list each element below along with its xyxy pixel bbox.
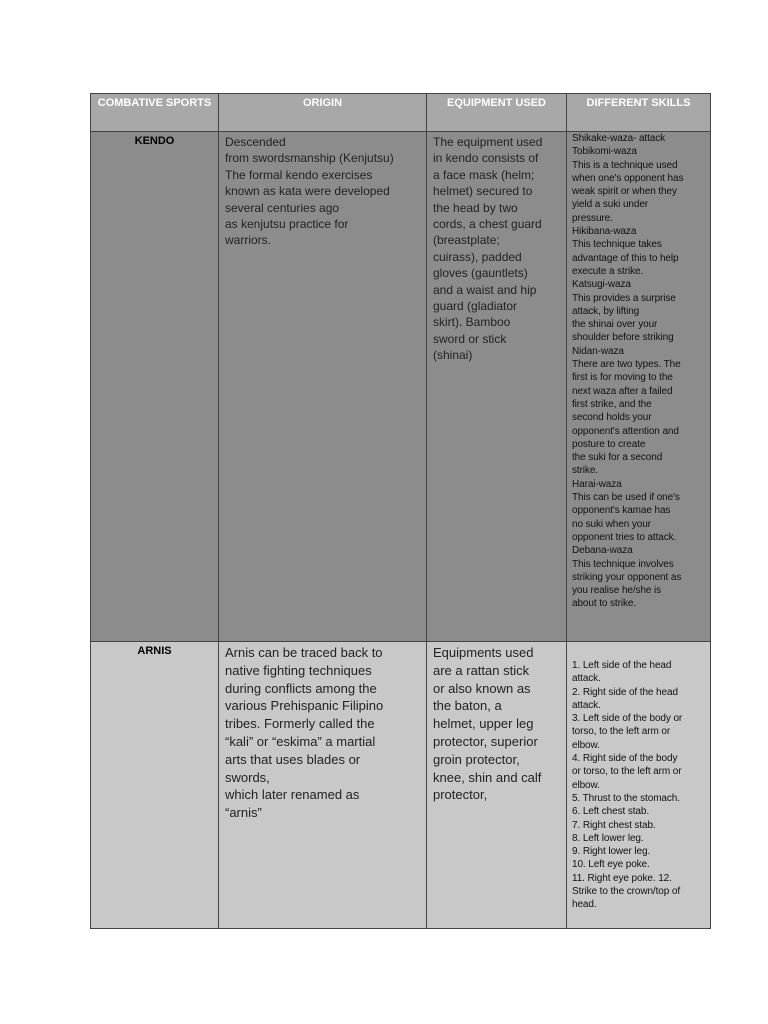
arnis-origin-cell — [219, 642, 427, 929]
arnis-equipment-cell — [427, 642, 567, 929]
skill-line: This technique involves — [572, 558, 674, 570]
skill-line: This technique takes — [572, 239, 662, 251]
skill-line: when one's opponent has — [572, 172, 684, 184]
skill-line: elbow. — [572, 739, 600, 751]
skill-line: weak spirit or when they — [572, 186, 677, 198]
skill-line: opponent's attention and — [572, 425, 679, 437]
skill-line: pressure. — [572, 212, 613, 224]
skill-line: 3. Left side of the body or — [572, 713, 683, 725]
skill-line: first is for moving to the — [572, 372, 673, 384]
skill-line: shoulder before striking — [572, 332, 674, 344]
header-origin: ORIGIN — [219, 94, 427, 132]
sport-name: ARNIS — [137, 645, 172, 657]
skill-line: head. — [572, 899, 597, 911]
kendo-skills-cell — [567, 132, 711, 642]
arnis-skills-cell — [567, 642, 711, 929]
skill-line: 11. Right eye poke. 12. — [572, 872, 672, 884]
header-combative-sports: COMBATIVE SPORTS — [91, 94, 219, 132]
skill-line: striking your opponent as — [572, 571, 682, 583]
skill-line: This provides a surprise — [572, 292, 676, 304]
skill-line: Shikake-waza- attack — [572, 133, 666, 144]
skill-line: posture to create — [572, 438, 646, 450]
equipment-text: Equipments used are a rattan stick or also known as the baton, a helmet, upper leg protector, superior groin protector, knee, shin and calf protector, — [433, 645, 542, 803]
skill-line: Katsugi-waza — [572, 279, 631, 291]
skills-list — [567, 132, 710, 611]
skill-line: 1. Left side of the head — [572, 660, 672, 671]
skill-line: 6. Left chest stab. — [572, 806, 650, 818]
skill-line: attack. — [572, 699, 601, 711]
skill-line: elbow. — [572, 779, 600, 791]
skill-line: or torso, to the left arm or — [572, 766, 682, 778]
table-row-arnis — [91, 642, 711, 929]
skill-line: opponent's kamae has — [572, 505, 671, 517]
skill-line: the shinai over your — [572, 319, 658, 331]
skill-line: torso, to the left arm or — [572, 726, 671, 738]
skill-line: 9. Right lower leg. — [572, 846, 651, 858]
kendo-origin-cell — [219, 132, 427, 642]
skill-line: first strike, and the — [572, 398, 652, 410]
origin-text: Descended from swordsmanship (Kenjutsu) The formal kendo exercises known as kata were developed several centuries ago as kenjutsu practice for warriors. — [225, 135, 394, 248]
skill-line: no suki when your — [572, 518, 651, 530]
header-equipment-used: EQUIPMENT USED — [427, 94, 567, 132]
skill-line: This is a technique used — [572, 159, 678, 171]
skill-line: you realise he/she is — [572, 585, 662, 597]
skill-line: 8. Left lower leg. — [572, 832, 644, 844]
skill-line: 2. Right side of the head — [572, 686, 678, 698]
skill-line: advantage of this to help — [572, 252, 679, 264]
origin-text: Arnis can be traced back to native fighting techniques during conflicts among the various Prehispanic Filipino tribes. Formerly called the “kali” or “eskima” a martial arts that uses blades or swords, which later renamed as “arnis” — [225, 645, 384, 821]
table-row-kendo — [91, 132, 711, 642]
skill-line: 4. Right side of the body — [572, 753, 678, 765]
skill-line: next waza after a failed — [572, 385, 673, 397]
skill-line: This can be used if one's — [572, 492, 680, 504]
skill-line: Debana-waza — [572, 545, 633, 557]
skill-line: Nidan-waza — [572, 345, 624, 357]
skill-line: attack. — [572, 673, 601, 685]
skill-line: 7. Right chest stab. — [572, 819, 656, 831]
skill-line: Hikibana-waza — [572, 226, 637, 238]
skill-line: attack, by lifting — [572, 305, 640, 317]
equipment-text: The equipment used in kendo consists of a face mask (helm; helmet) secured to the head by two cords, a chest guard (breastplate; cuirass), padded gloves (gauntlets) and a waist and hip guard (gladiator skirt). Bamboo sword or stick (shinai) — [433, 135, 543, 363]
arnis-sport-cell — [91, 642, 219, 929]
skill-line: Tobikomi-waza — [572, 146, 637, 158]
skill-line: 5. Thrust to the stomach. — [572, 792, 680, 804]
combative-sports-table — [90, 93, 711, 929]
skill-line: about to strike. — [572, 598, 636, 610]
table-header-row — [91, 94, 711, 132]
skill-line: execute a strike. — [572, 265, 644, 277]
skills-list — [567, 642, 710, 912]
sport-name: KENDO — [134, 135, 175, 147]
skill-line: second holds your — [572, 412, 652, 424]
header-different-skills: DIFFERENT SKILLS — [567, 94, 711, 132]
skill-line: yield a suki under — [572, 199, 649, 211]
skill-line: opponent tries to attack. — [572, 531, 677, 543]
skill-line: 10. Left eye poke. — [572, 859, 650, 871]
skill-line: the suki for a second — [572, 452, 663, 464]
skill-line: strike. — [572, 465, 598, 477]
skill-line: Strike to the crown/top of — [572, 886, 681, 898]
skill-line: There are two types. The — [572, 359, 681, 371]
skill-line: Harai-waza — [572, 478, 622, 490]
kendo-equipment-cell — [427, 132, 567, 642]
kendo-sport-cell — [91, 132, 219, 642]
